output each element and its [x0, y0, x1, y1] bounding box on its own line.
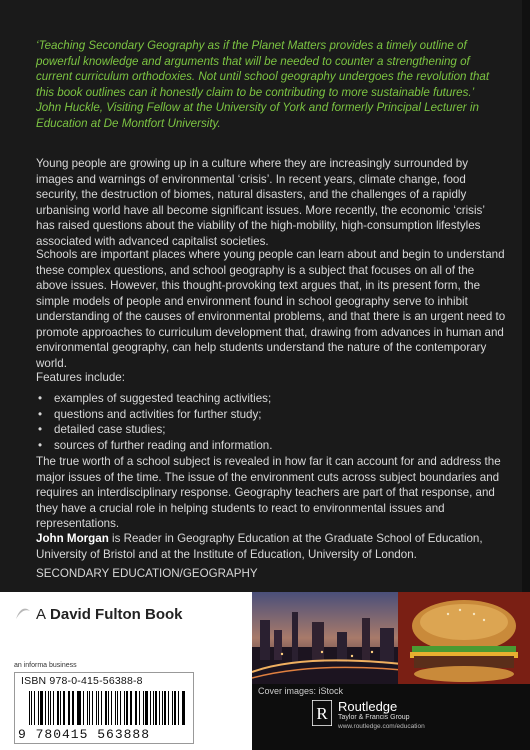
barcode-bar — [60, 691, 61, 725]
svg-text:R: R — [316, 704, 328, 723]
quote-book-title: Teaching Secondary Geography as if the Planet Matters — [38, 39, 327, 52]
barcode-bar — [69, 691, 70, 725]
features-list — [36, 391, 496, 453]
barcode-bar — [172, 691, 173, 725]
barcode-bar — [162, 691, 163, 725]
barcode-bar — [78, 691, 80, 725]
isbn-label: ISBN 978-0-415-56388-8 — [21, 675, 143, 687]
david-fulton-logo — [14, 605, 183, 623]
barcode-bar — [159, 691, 160, 725]
quote-text: provides a timely outline of powerful knowledge and arguments that will be needed to counter a strengthening of current curriculum orthodoxies. Not until school geography undergoes the revolution that this book outlines can it honestly claim to be contributing to more sustainable futures. — [36, 39, 490, 99]
author-name: John Morgan — [36, 532, 109, 545]
barcode-bar — [145, 691, 147, 725]
barcode-bar — [92, 691, 93, 725]
quote-close: ’ — [471, 85, 475, 99]
barcode-bar — [105, 691, 107, 725]
barcode-bar — [124, 691, 125, 725]
routledge-logo — [312, 700, 425, 731]
list-item: • detailed case studies; — [36, 422, 496, 438]
list-item: • examples of suggested teaching activities; — [36, 391, 496, 407]
barcode-bar — [153, 691, 154, 725]
list-item: • questions and activities for further study; — [36, 407, 496, 423]
barcode-bar — [31, 691, 32, 725]
imprint-name: David Fulton Book — [50, 605, 183, 623]
barcode-bar — [38, 691, 39, 725]
barcode-bar — [155, 691, 156, 725]
endorsement-quote — [36, 38, 506, 131]
publisher-group: Taylor & Francis Group — [338, 714, 410, 721]
barcode-bar — [68, 691, 69, 725]
barcode-bar — [135, 691, 136, 725]
barcode-bar — [77, 691, 78, 725]
barcode-bar — [101, 691, 102, 725]
subject-category: SECONDARY EDUCATION/GEOGRAPHY — [36, 567, 258, 580]
author-bio-text: is Reader in Geography Education at the Graduate School of Education, University of Bristol and at the Institute of Education, University of London. — [36, 532, 483, 561]
barcode-bar — [111, 691, 112, 725]
barcode-bar — [182, 691, 183, 725]
barcode-bar — [96, 691, 97, 725]
barcode-bar — [72, 691, 73, 725]
barcode-bar — [40, 691, 42, 725]
barcode-bar — [45, 691, 46, 725]
barcode-bar — [115, 691, 116, 725]
barcode-bar — [34, 691, 35, 725]
barcode-bar — [143, 691, 144, 725]
barcode-bar — [108, 691, 109, 725]
barcode-bar — [174, 691, 176, 725]
quote-open: ‘ — [36, 39, 39, 52]
barcode-bar — [63, 691, 65, 725]
barcode-bar — [50, 691, 51, 725]
imprint-prefix: A — [36, 605, 47, 623]
quote-attribution: John Huckle, Visiting Fellow at the University of York and formerly Principal Lecturer in Education at De Montfort University. — [36, 101, 479, 130]
barcode-bar — [87, 691, 88, 725]
routledge-r-icon — [312, 700, 332, 726]
publisher-name: Routledge — [338, 699, 398, 714]
informa-tagline: an informa business — [14, 662, 77, 669]
barcode-bars — [29, 691, 187, 725]
paragraph-schools: Schools are important places where young people can learn about and begin to understand these complex questions, and school geography is a subject that focuses on all of the above issues. However, this thought-provoking text argues that, in its present form, the simple models of people and environment found in school geography serve to inhibit understanding of the causes of environmental problems, and that there is an urgent need to promote approaches to curriculum development that, drawing from advances in human and environmental geography, can help students understand the nature of the contemporary world. — [36, 248, 506, 370]
swoosh-icon — [14, 605, 32, 623]
barcode-bar — [130, 691, 131, 725]
barcode-bar — [168, 691, 169, 725]
barcode-bar — [53, 691, 54, 725]
cover-images-credit: Cover images: iStock — [258, 686, 344, 696]
barcode-bar — [150, 691, 151, 725]
features-intro: Features include: — [36, 371, 125, 384]
paragraph-worth: The true worth of a school subject is revealed in how far it can account for and address the major issues of the time. The issue of the environment cuts across subject boundaries and requires an interdisciplinary response. Geography teachers are part of that response, and they have a crucial role in helping students to react to environmental issues and representations. — [36, 455, 501, 530]
city-night-image — [252, 592, 402, 684]
barcode-bar — [178, 691, 179, 725]
spine-edge — [522, 0, 530, 592]
barcode-bar — [29, 691, 30, 725]
barcode-bar — [164, 691, 165, 725]
author-bio — [36, 531, 506, 562]
paragraph-intro: Young people are growing up in a culture where they are increasingly surrounded by images and warnings of environmental ‘crisis’. In recent years, climate change, food security, the destruction of biomes, natural disasters, and the challenges of a rapidly urbanising world have all become significant issues. More recently, the economic ‘crisis’ has raised questions about the viability of the high-mobility, high-consumption lifestyles associated with advanced capitalist societies. — [36, 157, 485, 248]
barcode-bar — [98, 691, 99, 725]
barcode-bar — [136, 691, 137, 725]
barcode-bar — [183, 691, 184, 725]
barcode-bar — [117, 691, 118, 725]
barcode-bar — [126, 691, 128, 725]
barcode-bar — [57, 691, 58, 725]
list-item: • sources of further reading and information. — [36, 438, 496, 454]
publisher-url: www.routledge.com/education — [338, 723, 425, 730]
barcode-bar — [83, 691, 84, 725]
publisher-text — [338, 700, 425, 731]
barcode-number: 9 780415 563888 — [18, 727, 151, 742]
barcode-bar — [89, 691, 90, 725]
burger-image — [398, 592, 530, 684]
barcode-bar — [139, 691, 140, 725]
barcode-bar — [120, 691, 121, 725]
barcode-bar — [48, 691, 49, 725]
barcode — [14, 672, 194, 744]
